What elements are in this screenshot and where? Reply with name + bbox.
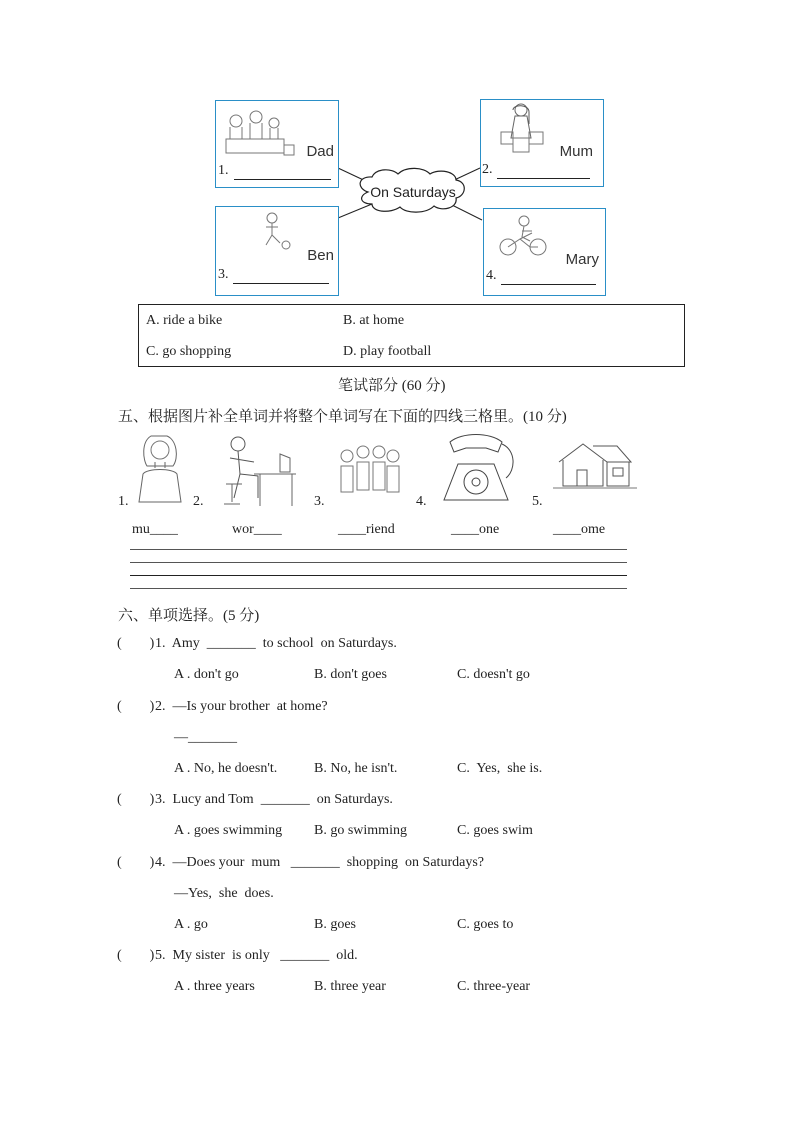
item-number: 4. — [416, 494, 427, 509]
answer-blank[interactable] — [233, 269, 329, 284]
question-followup: —Yes, she does. — [174, 886, 274, 901]
office-worker-figure — [218, 434, 298, 508]
choice-c[interactable]: C. doesn't go — [457, 667, 530, 682]
cycling-girl-figure — [498, 215, 548, 257]
answer-paren[interactable]: ( ) — [117, 948, 155, 963]
item-number: 1. — [118, 494, 129, 509]
item-number: 2. — [193, 494, 204, 509]
option-b: B. at home — [343, 313, 405, 328]
options-box — [138, 304, 685, 367]
choice-b[interactable]: B. three year — [314, 979, 386, 994]
section6-title: 六、单项选择。(5 分) — [118, 608, 260, 624]
choice-c[interactable]: C. three-year — [457, 979, 531, 994]
word-fragment: ____ome — [553, 522, 606, 537]
question-followup: —_______ — [174, 730, 237, 745]
item-number: 5. — [532, 494, 543, 509]
section5-title: 五、根据图片补全单词并将整个单词写在下面的四线三格里。(10 分) — [118, 409, 567, 425]
choice-a[interactable]: A . goes swimming — [174, 823, 283, 838]
match-card-mary — [483, 208, 606, 296]
choice-b[interactable]: B. go swimming — [314, 823, 407, 838]
card-name: Mary — [565, 251, 599, 268]
word-fragment: mu____ — [132, 522, 178, 537]
written-part-title: 笔试部分 (60 分) — [338, 378, 446, 394]
choice-a[interactable]: A . go — [174, 917, 208, 932]
answer-paren[interactable]: ( ) — [117, 699, 155, 714]
house-figure — [553, 440, 637, 496]
choice-c[interactable]: C. Yes, she is. — [457, 761, 543, 776]
item-number: 3. — [314, 494, 325, 509]
option-a: A. ride a bike — [146, 313, 223, 328]
answer-paren[interactable]: ( ) — [117, 855, 155, 870]
woman-figure — [133, 432, 193, 508]
answer-paren[interactable]: ( ) — [117, 792, 155, 807]
question-stem: 2. —Is your brother at home? — [155, 699, 328, 714]
word-fragment: wor____ — [232, 522, 282, 537]
telephone-figure — [436, 430, 522, 508]
answer-blank[interactable] — [497, 164, 590, 179]
card-name: Dad — [306, 143, 334, 160]
card-number: 2. — [482, 162, 493, 177]
choice-c[interactable]: C. goes to — [457, 917, 514, 932]
match-card-dad — [215, 100, 339, 188]
choice-a[interactable]: A . No, he doesn't. — [174, 761, 278, 776]
family-dinner-figure — [220, 105, 296, 161]
card-number: 1. — [218, 163, 229, 178]
answer-paren[interactable]: ( ) — [117, 636, 155, 651]
card-name: Mum — [559, 143, 593, 160]
choice-a[interactable]: A . three years — [174, 979, 255, 994]
question-stem: 3. Lucy and Tom _______ on Saturdays. — [155, 792, 393, 807]
option-d: D. play football — [343, 344, 432, 359]
friends-figure — [335, 442, 403, 502]
answer-blank[interactable] — [501, 270, 596, 285]
card-number: 4. — [486, 268, 497, 283]
choice-b[interactable]: B. No, he isn't. — [314, 761, 398, 776]
match-card-mum — [480, 99, 604, 187]
option-c: C. go shopping — [146, 344, 232, 359]
choice-a[interactable]: A . don't go — [174, 667, 239, 682]
choice-b[interactable]: B. don't goes — [314, 667, 387, 682]
card-name: Ben — [307, 247, 334, 264]
football-boy-figure — [256, 211, 292, 251]
answer-blank[interactable] — [234, 165, 331, 180]
choice-c[interactable]: C. goes swim — [457, 823, 533, 838]
question-stem: 1. Amy _______ to school on Saturdays. — [155, 636, 397, 651]
choice-b[interactable]: B. goes — [314, 917, 356, 932]
question-stem: 4. —Does your mum _______ shopping on Saturdays? — [155, 855, 484, 870]
card-number: 3. — [218, 267, 229, 282]
word-fragment: ____one — [451, 522, 500, 537]
connector-lines — [0, 0, 794, 300]
shopping-woman-figure — [495, 102, 555, 160]
match-card-ben — [215, 206, 339, 296]
question-stem: 5. My sister is only _______ old. — [155, 948, 358, 963]
word-fragment: ____riend — [338, 522, 395, 537]
center-label: On Saturdays — [370, 184, 456, 200]
